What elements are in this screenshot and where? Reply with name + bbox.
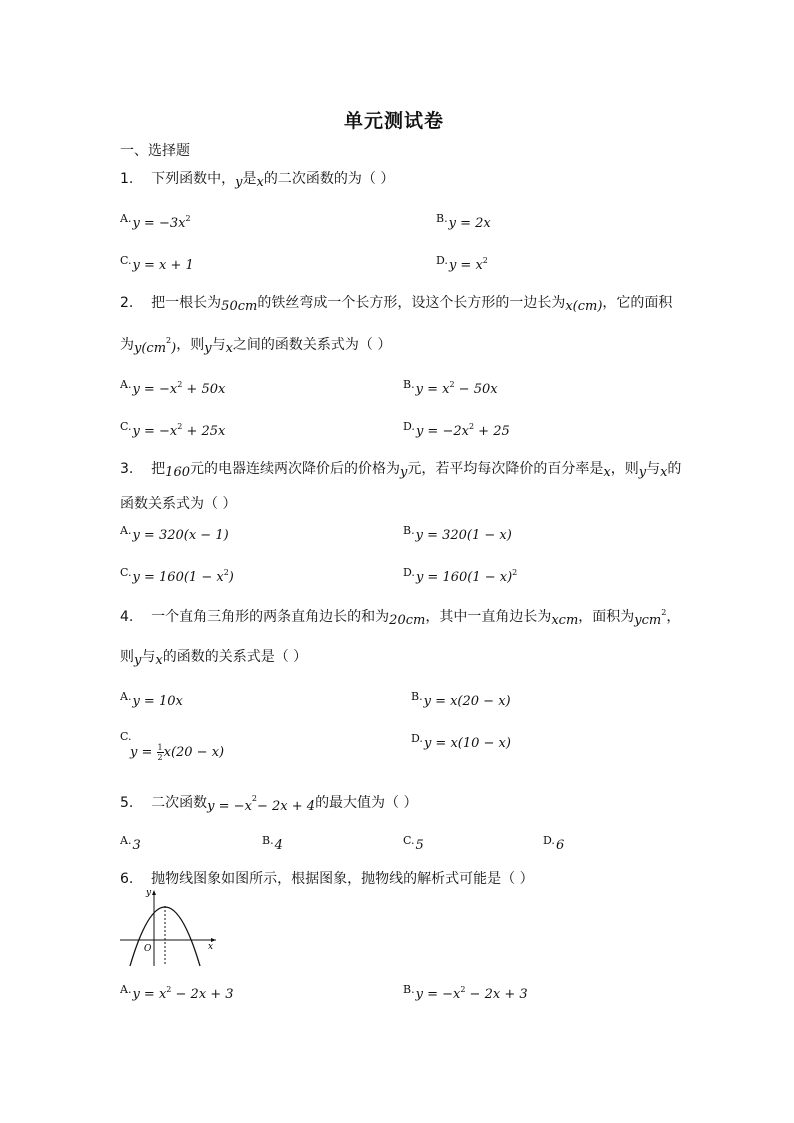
option-a[interactable]: $^{A.}$y = 320(x − 1) — [120, 524, 229, 543]
option-d[interactable]: $^{D.}$6 — [543, 834, 565, 853]
option-a[interactable]: $^{A.}y = -x^2 + 50x$ — [120, 378, 226, 397]
option-a[interactable]: $^{A.}y = x^2 - 2x + 3$ — [120, 983, 234, 1002]
option-c[interactable]: C. y = $\frac{1}{2}$ x(20 − x) — [120, 730, 225, 762]
question-4-line-1: 4. 一个直角三角形的两条直角边长的和为20cm，其中一直角边长为xcm，面积为ycm$^2$， — [120, 608, 681, 628]
section-heading: 一、选择题 — [120, 143, 190, 159]
question-5: 5. 二次函数$y = -x^2- 2x + 4$的最大值为（ ） — [120, 794, 418, 814]
y-axis-arrow — [152, 890, 156, 895]
option-b[interactable]: $^{B.}$y = x(20 − x) — [411, 690, 511, 709]
question-number: 4. — [120, 609, 134, 625]
option-b[interactable]: $^{B.}$y = 320(1 − x) — [403, 524, 512, 543]
parabola-graph — [116, 886, 220, 968]
question-number: 1. — [120, 171, 134, 187]
question-2-line-2: 为$y(cm^2)$，则y与x之间的函数关系式为（ ） — [120, 336, 392, 356]
question-4-line-2: 则y与x的函数的关系式是（ ） — [120, 649, 308, 668]
option-a[interactable]: $^{A.}y = -3x^2$ — [120, 212, 191, 231]
question-6: 6. 抛物线图象如图所示，根据图象，抛物线的解析式可能是（ ） — [120, 871, 534, 887]
option-c[interactable]: $^{C.}y = 160(1 - x^2)$ — [120, 566, 234, 585]
option-d[interactable]: $^{D.}y = -2x^2 + 25$ — [403, 420, 510, 439]
y-axis-label: y — [146, 888, 152, 898]
question-3-line-1: 3. 把160元的电器连续两次降价后的价格为y元，若平均每次降价的百分率是x，则y与x的 — [120, 461, 682, 480]
question-3-line-2: 函数关系式为（ ） — [120, 496, 237, 512]
option-c[interactable]: $^{C.}$5 — [403, 834, 424, 853]
question-number: 5. — [120, 795, 134, 811]
option-b[interactable]: $^{B.}$4 — [262, 834, 283, 853]
question-number: 3. — [120, 461, 134, 477]
option-a[interactable]: $^{A.}$y = 10x — [120, 690, 183, 709]
question-1: 1. 下列函数中，y是x的二次函数的为（ ） — [120, 171, 395, 190]
option-b[interactable]: $^{B.}$y = 2x — [436, 212, 491, 231]
option-d[interactable]: $^{D.}y = 160(1 - x)^2$ — [403, 566, 518, 585]
origin-label: O — [144, 944, 152, 954]
option-d[interactable]: $^{D.}y = x^2$ — [436, 254, 488, 273]
question-number: 2. — [120, 295, 134, 311]
x-axis-label: x — [208, 942, 214, 952]
option-b[interactable]: $^{B.}y = x^2 - 50x$ — [403, 378, 498, 397]
question-2-line-1: 2. 把一根长为50cm的铁丝弯成一个长方形，设这个长方形的一边长为x(cm)，它的面积 — [120, 295, 673, 314]
question-number: 6. — [120, 871, 134, 887]
option-c[interactable]: $^{C.}$y = x + 1 — [120, 254, 194, 273]
option-a[interactable]: $^{A.}$3 — [120, 834, 141, 853]
option-b[interactable]: $^{B.}y = -x^2 - 2x + 3$ — [403, 983, 528, 1002]
option-c[interactable]: $^{C.}y = -x^2 + 25x$ — [120, 420, 226, 439]
page-title: 单元测试卷 — [344, 110, 445, 132]
option-d[interactable]: $^{D.}$y = x(10 − x) — [411, 732, 511, 751]
